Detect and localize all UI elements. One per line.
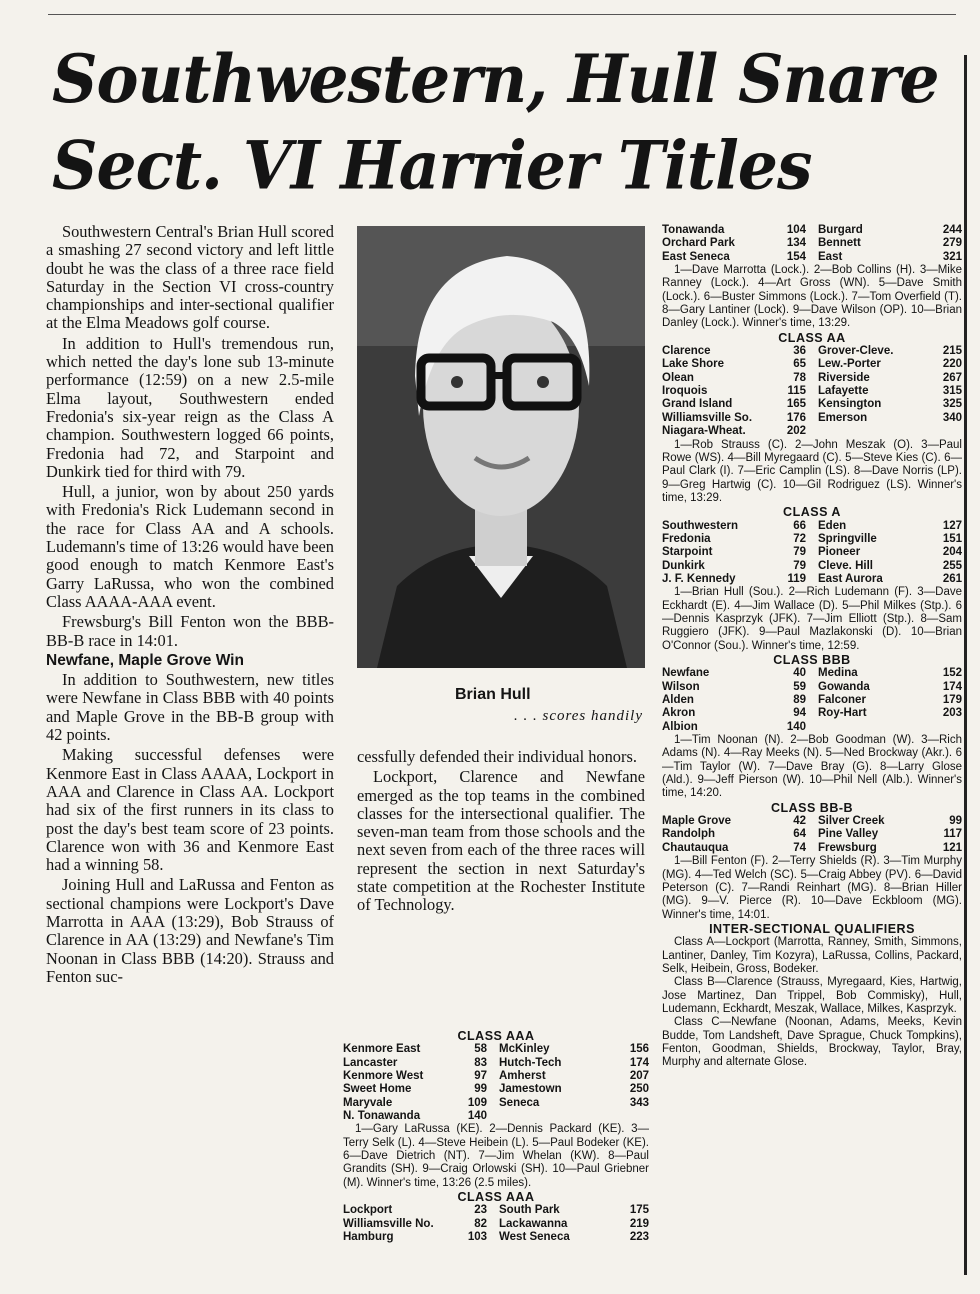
team-score-row (662, 358, 962, 371)
article-column-2 (357, 748, 645, 917)
results-column-right (662, 224, 962, 1070)
team-score-row (343, 1110, 649, 1123)
team-name: Clarence (662, 345, 711, 358)
team-score: 321 (942, 250, 962, 263)
team-name: Randolph (662, 828, 716, 841)
class-heading: CLASS AAA (457, 1190, 535, 1205)
team-name: Falconer (818, 694, 866, 707)
team-name (499, 1110, 617, 1123)
portrait-illustration (357, 226, 645, 668)
team-score: 204 (942, 546, 962, 559)
team-name: J. F. Kennedy (662, 572, 736, 585)
team-score: 207 (629, 1070, 649, 1083)
class-heading: INTER-SECTIONAL QUALIFIERS (709, 921, 915, 936)
team-name: Lackawanna (499, 1217, 568, 1230)
photo-caption (357, 686, 643, 725)
team-score: 134 (786, 237, 806, 250)
portrait-photo (357, 226, 645, 668)
team-name (818, 721, 930, 734)
team-score-row (343, 1083, 649, 1096)
team-score: 340 (942, 411, 962, 424)
team-score-table (343, 1204, 649, 1244)
team-name: Lake Shore (662, 358, 724, 371)
team-name: Fredonia (662, 532, 711, 545)
team-score-row (662, 251, 962, 264)
team-score-row (662, 372, 962, 385)
team-score-table (662, 520, 962, 587)
team-score: 79 (793, 546, 806, 559)
team-score: 176 (786, 411, 806, 424)
qualifier-entry: Class C—Newfane (Noonan, Adams, Meeks, Kevin Budde, Tom Landsheft, Dave Sprague, Chuck Tompkins), Fenton, Goodman, Shields, Brockway, Taylor, Bray, Murphy and alternate Glose. (662, 1016, 962, 1069)
team-name: Dunkirk (662, 559, 705, 572)
team-score: 83 (474, 1056, 487, 1069)
team-score-row (662, 345, 962, 358)
team-score: 65 (793, 358, 806, 371)
team-score-row (343, 1070, 649, 1083)
paragraph: Making successful defenses were Kenmore East in Class AAAA, Lockport in AAA and Clarence in Class AA. Lockport had six of the first runners in its class to post the day's best team score of 23 points. Clarence won with 36 and Kenmore East had a winning 58. (46, 745, 334, 875)
team-score: 99 (949, 815, 962, 828)
team-name: Williamsville So. (662, 411, 753, 424)
team-score-table (662, 224, 962, 264)
team-name: Chautauqua (662, 841, 729, 854)
team-score-row (662, 815, 962, 828)
team-score: 59 (793, 680, 806, 693)
individual-results: 1—Rob Strauss (C). 2—John Meszak (O). 3—Paul Rowe (WS). 4—Bill Myregaard (C). 5—Steve Kies (C). 6—Paul Clark (I). 7—Eric Camplin (LS). 8—Dave Norris (LP). 9—Greg Hartwig (C). 10—Gil Rodriguez (LS). Winner's time, 13:29. (662, 438, 962, 504)
team-name: Lafayette (818, 385, 869, 398)
team-score: 66 (793, 519, 806, 532)
team-name: Roy-Hart (818, 707, 867, 720)
team-score-row (662, 707, 962, 720)
team-score-table (343, 1043, 649, 1123)
team-score: 104 (786, 224, 806, 236)
team-name: Hutch-Tech (499, 1056, 562, 1069)
team-name: Amherst (499, 1070, 546, 1083)
individual-results: 1—Gary LaRussa (KE). 2—Dennis Packard (KE). 3—Terry Selk (L). 4—Steve Heibein (L). 5—Paul Bodeker (KE). 6—Dave Dietrich (NT). 7—Jim Whelan (KW). 8—Paul Grandits (SH). 9—Craig Orlowski (SH). 10—Paul Griebner (M). Winner's time, 13:26 (2.5 miles). (343, 1123, 649, 1189)
team-score: 82 (474, 1217, 487, 1230)
page-edge (964, 55, 967, 1275)
team-name: Riverside (818, 371, 870, 384)
team-score: 103 (467, 1231, 487, 1244)
team-score-row (662, 681, 962, 694)
team-name: Iroquois (662, 385, 708, 398)
team-score: 223 (629, 1231, 649, 1244)
team-score: 115 (787, 385, 806, 398)
article-column-1 (46, 223, 334, 988)
team-name: Lew.-Porter (818, 358, 881, 371)
team-score: 255 (942, 559, 962, 572)
team-name: South Park (499, 1204, 560, 1217)
team-name: Niagara-Wheat. (662, 425, 746, 438)
class-heading: CLASS A (783, 505, 841, 520)
team-name: West Seneca (499, 1231, 570, 1244)
team-score: 154 (786, 250, 806, 263)
team-name: Southwestern (662, 519, 739, 532)
team-score: 175 (629, 1204, 649, 1217)
team-name: Kenmore West (343, 1070, 424, 1083)
team-score: 36 (793, 345, 806, 358)
team-score: 220 (942, 358, 962, 371)
team-name: Seneca (499, 1096, 540, 1109)
team-score-row (662, 573, 962, 586)
team-name: Wilson (662, 680, 700, 693)
team-name: Maple Grove (662, 815, 732, 828)
team-score: 174 (629, 1056, 649, 1069)
team-score-row (662, 237, 962, 250)
headline-line-2: Sect. VI Harrier Titles (52, 126, 812, 204)
team-score-row (343, 1043, 649, 1056)
individual-results: 1—Dave Marrotta (Lock.). 2—Bob Collins (H). 3—Mike Ranney (Lock.). 4—Art Gross (WN). 5—Dave Smith (Lock.). 6—Buster Simmons (Lock.). 7—Tom Overfield (T). 8—Gary Lantiner (Lock). 9—Dave Wilson (OP). 10—Brian Danley (Lock.). Winner's time, 13:29. (662, 264, 962, 330)
team-score: 215 (942, 345, 962, 358)
team-name: Medina (818, 667, 858, 680)
team-score-row (343, 1204, 649, 1217)
team-score-row (662, 828, 962, 841)
team-score-table (662, 345, 962, 438)
paragraph: cessfully defended their individual honors. (357, 747, 637, 766)
team-score: 315 (942, 385, 962, 398)
team-score: 244 (942, 224, 962, 236)
team-name: Kensington (818, 398, 882, 411)
class-heading: CLASS AA (778, 330, 846, 345)
team-score: 152 (942, 667, 962, 680)
paragraph: Joining Hull and LaRussa and Fenton as sectional champions were Lockport's Dave Marrotta in AAA (13:29), Bob Strauss of Clarence in AA (13:29) and Newfane's Tim Noonan in Class BBB (14:20). Strauss and Fenton suc- (46, 875, 334, 986)
team-name: Jamestown (499, 1083, 562, 1096)
team-name: Olean (662, 371, 694, 384)
team-score-table (662, 815, 962, 855)
team-score (930, 425, 962, 438)
team-score: 117 (943, 828, 962, 841)
team-score: 42 (793, 815, 806, 828)
team-score: 109 (467, 1096, 487, 1109)
team-name: Albion (662, 720, 698, 733)
team-score-table (662, 667, 962, 734)
team-score: 40 (793, 667, 806, 680)
team-name: Grover-Cleve. (818, 345, 894, 358)
team-score: 99 (474, 1083, 487, 1096)
paragraph: Southwestern Central's Brian Hull scored a smashing 27 second victory and left little doubt he was the class of a three race field Saturday in the Section VI cross-country championships and inter-sectional qualifier at the Elma Meadows golf course. (46, 222, 334, 333)
team-name: Sweet Home (343, 1083, 412, 1096)
team-name: Gowanda (818, 680, 870, 693)
team-name: Eden (818, 519, 847, 532)
team-name (818, 425, 930, 438)
team-score-row (662, 533, 962, 546)
team-score: 23 (474, 1204, 487, 1217)
team-score-row (662, 721, 962, 734)
paragraph: In addition to Southwestern, new titles were Newfane in Class BBB with 40 points and Maple Grove in the BB-B group with 42 points. (46, 670, 334, 745)
headline-line-1: Southwestern, Hull Snare (52, 40, 939, 118)
class-heading: CLASS AAA (457, 1029, 535, 1043)
team-name: Orchard Park (662, 237, 735, 250)
team-score (617, 1110, 649, 1123)
team-score: 156 (629, 1043, 649, 1056)
class-heading: CLASS BB-B (770, 800, 854, 815)
team-score-row (662, 412, 962, 425)
individual-results: 1—Tim Noonan (N). 2—Bob Goodman (W). 3—Rich Adams (N). 4—Ray Meeks (N). 5—Ned Brockway (Akr.). 6—Tim Taylor (W). 7—Dave Bray (G). 8—Larry Glose (Ald.). 9—Jeff Pierson (W). 10—Phil Nell (Alb.). Winner's time, 14:20. (662, 734, 962, 800)
team-score: 79 (793, 559, 806, 572)
team-score: 74 (793, 841, 806, 854)
top-rule (48, 14, 956, 15)
team-score-row (662, 842, 962, 855)
team-score-row (662, 425, 962, 438)
team-score (930, 721, 962, 734)
team-score: 165 (786, 398, 806, 411)
team-name: Bennett (818, 237, 861, 250)
team-score-row (662, 560, 962, 573)
team-name: McKinley (499, 1043, 550, 1056)
team-name: Alden (662, 694, 694, 707)
team-score: 58 (474, 1043, 487, 1056)
team-name: Hamburg (343, 1231, 394, 1244)
team-score-row (662, 398, 962, 411)
paragraph: Frewsburg's Bill Fenton won the BBB-BB-B race in 14:01. (46, 612, 334, 650)
team-name: Akron (662, 707, 696, 720)
headline (52, 36, 952, 208)
team-score: 261 (942, 572, 962, 585)
paragraph: In addition to Hull's tremendous run, which netted the day's lone sub 13-minute performance (12:59) on a new 2.5-mile Elma layout, Southwestern ended Fredonia's six-year reign as the Class A champion. Southwestern logged 66 points, Fredonia had 72, and Starpoint and Dunkirk tied for third with 79. (46, 333, 334, 481)
team-score: 174 (942, 680, 962, 693)
team-score: 140 (467, 1110, 487, 1123)
team-name: Starpoint (662, 546, 713, 559)
team-score-row (662, 385, 962, 398)
team-score: 89 (793, 694, 806, 707)
qualifier-entry: Class B—Clarence (Strauss, Myregaard, Kies, Hartwig, Jose Martinez, Dan Trippel, Bob Commisky), Hull, Ludemann, Eckhardt, Meszak, Wallace, Milkes, Kasprzyk. (662, 976, 962, 1015)
team-score-row (662, 520, 962, 533)
team-score: 151 (942, 532, 962, 545)
team-score-row (662, 694, 962, 707)
team-name: Newfane (662, 667, 710, 680)
team-score: 325 (942, 398, 962, 411)
team-score: 140 (786, 720, 806, 733)
paragraph: Lockport, Clarence and Newfane emerged as the top teams in the combined classes for the intersectional qualifier. The seven-man team from those schools and the next seven from each of the three races will represent the section in next Saturday's state competition at the Rochester Institute of Technology. (357, 767, 645, 915)
team-score-row (662, 224, 962, 237)
team-score: 179 (942, 694, 962, 707)
team-score: 72 (793, 532, 806, 545)
team-score: 78 (793, 371, 806, 384)
team-name: N. Tonawanda (343, 1110, 421, 1123)
team-score: 250 (629, 1083, 649, 1096)
team-score: 219 (629, 1217, 649, 1230)
individual-results: 1—Bill Fenton (F). 2—Terry Shields (R). 3—Tim Murphy (MG). 4—Ted Welch (SC). 5—Craig Abbey (PV). 6—David Peterson (C). 7—Randi Reinhart (MG). 8—Brian Hiller (MG). 9—V. Pierce (R). 10—Dave Eckbloom (MG). Winner's time, 14:01. (662, 855, 962, 921)
team-name: Cleve. Hill (818, 559, 873, 572)
qualifier-entry: Class A—Lockport (Marrotta, Ranney, Smith, Simmons, Lantiner, Danley, Tim Kozyra), LaRussa, Collins, Packard, Selk, Heibein, Gross, Bodeker. (662, 936, 962, 975)
team-score: 202 (786, 425, 806, 438)
team-name: Burgard (818, 224, 863, 236)
team-name: Maryvale (343, 1096, 393, 1109)
results-agate-center (343, 1029, 649, 1245)
team-score: 94 (793, 707, 806, 720)
team-name: East Seneca (662, 250, 730, 263)
team-name: Silver Creek (818, 815, 885, 828)
team-score-row (662, 667, 962, 680)
caption-name: Brian Hull (455, 686, 531, 703)
subheadline: Newfane, Maple Grove Win (46, 651, 244, 669)
team-name: Kenmore East (343, 1043, 421, 1056)
team-name: Frewsburg (818, 841, 877, 854)
paragraph: Hull, a junior, won by about 250 yards with Fredonia's Rick Ludemann second in the race for Class AA and A schools. Ludemann's time of 13:26 would have been good enough to match Kenmore East's Garry LaRussa, who won the combined Class AAAA-AAA event. (46, 482, 334, 611)
team-score: 279 (942, 237, 962, 250)
team-name: Williamsville No. (343, 1217, 434, 1230)
team-score: 97 (474, 1070, 487, 1083)
team-score: 127 (942, 519, 962, 532)
team-score: 121 (942, 841, 962, 854)
team-score: 203 (942, 707, 962, 720)
team-name: Emerson (818, 411, 868, 424)
individual-results: 1—Brian Hull (Sou.). 2—Rich Ludemann (F). 3—Dave Eckhardt (E). 4—Jim Wallace (D). 5—Phil Milkes (Stp.). 6—Dennis Kasprzyk (JFK). 7—Jim Elliott (Stp.). 8—Sam Ruggiero (JFK). 9—Paul Mazlakonski (D). 10—Brian O'Connor (Sou.). Winner's time, 12:59. (662, 586, 962, 652)
team-name: Lancaster (343, 1056, 398, 1069)
team-name: Grand Island (662, 398, 733, 411)
team-name: Pioneer (818, 546, 861, 559)
team-name: Pine Valley (818, 828, 879, 841)
team-name: East Aurora (818, 572, 883, 585)
team-name: Tonawanda (662, 224, 725, 236)
class-heading: CLASS BBB (773, 653, 851, 667)
team-score: 343 (629, 1096, 649, 1109)
team-score: 119 (787, 572, 806, 585)
team-name: Lockport (343, 1204, 393, 1217)
team-score-row (343, 1057, 649, 1070)
team-name: Springville (818, 532, 877, 545)
caption-subtitle: . . . scores handily (513, 708, 643, 724)
team-score-row (343, 1097, 649, 1110)
team-score-row (343, 1231, 649, 1244)
team-score-row (343, 1218, 649, 1231)
team-score-row (662, 546, 962, 559)
team-score: 64 (793, 828, 806, 841)
team-name: East (818, 250, 843, 263)
team-score: 267 (942, 371, 962, 384)
